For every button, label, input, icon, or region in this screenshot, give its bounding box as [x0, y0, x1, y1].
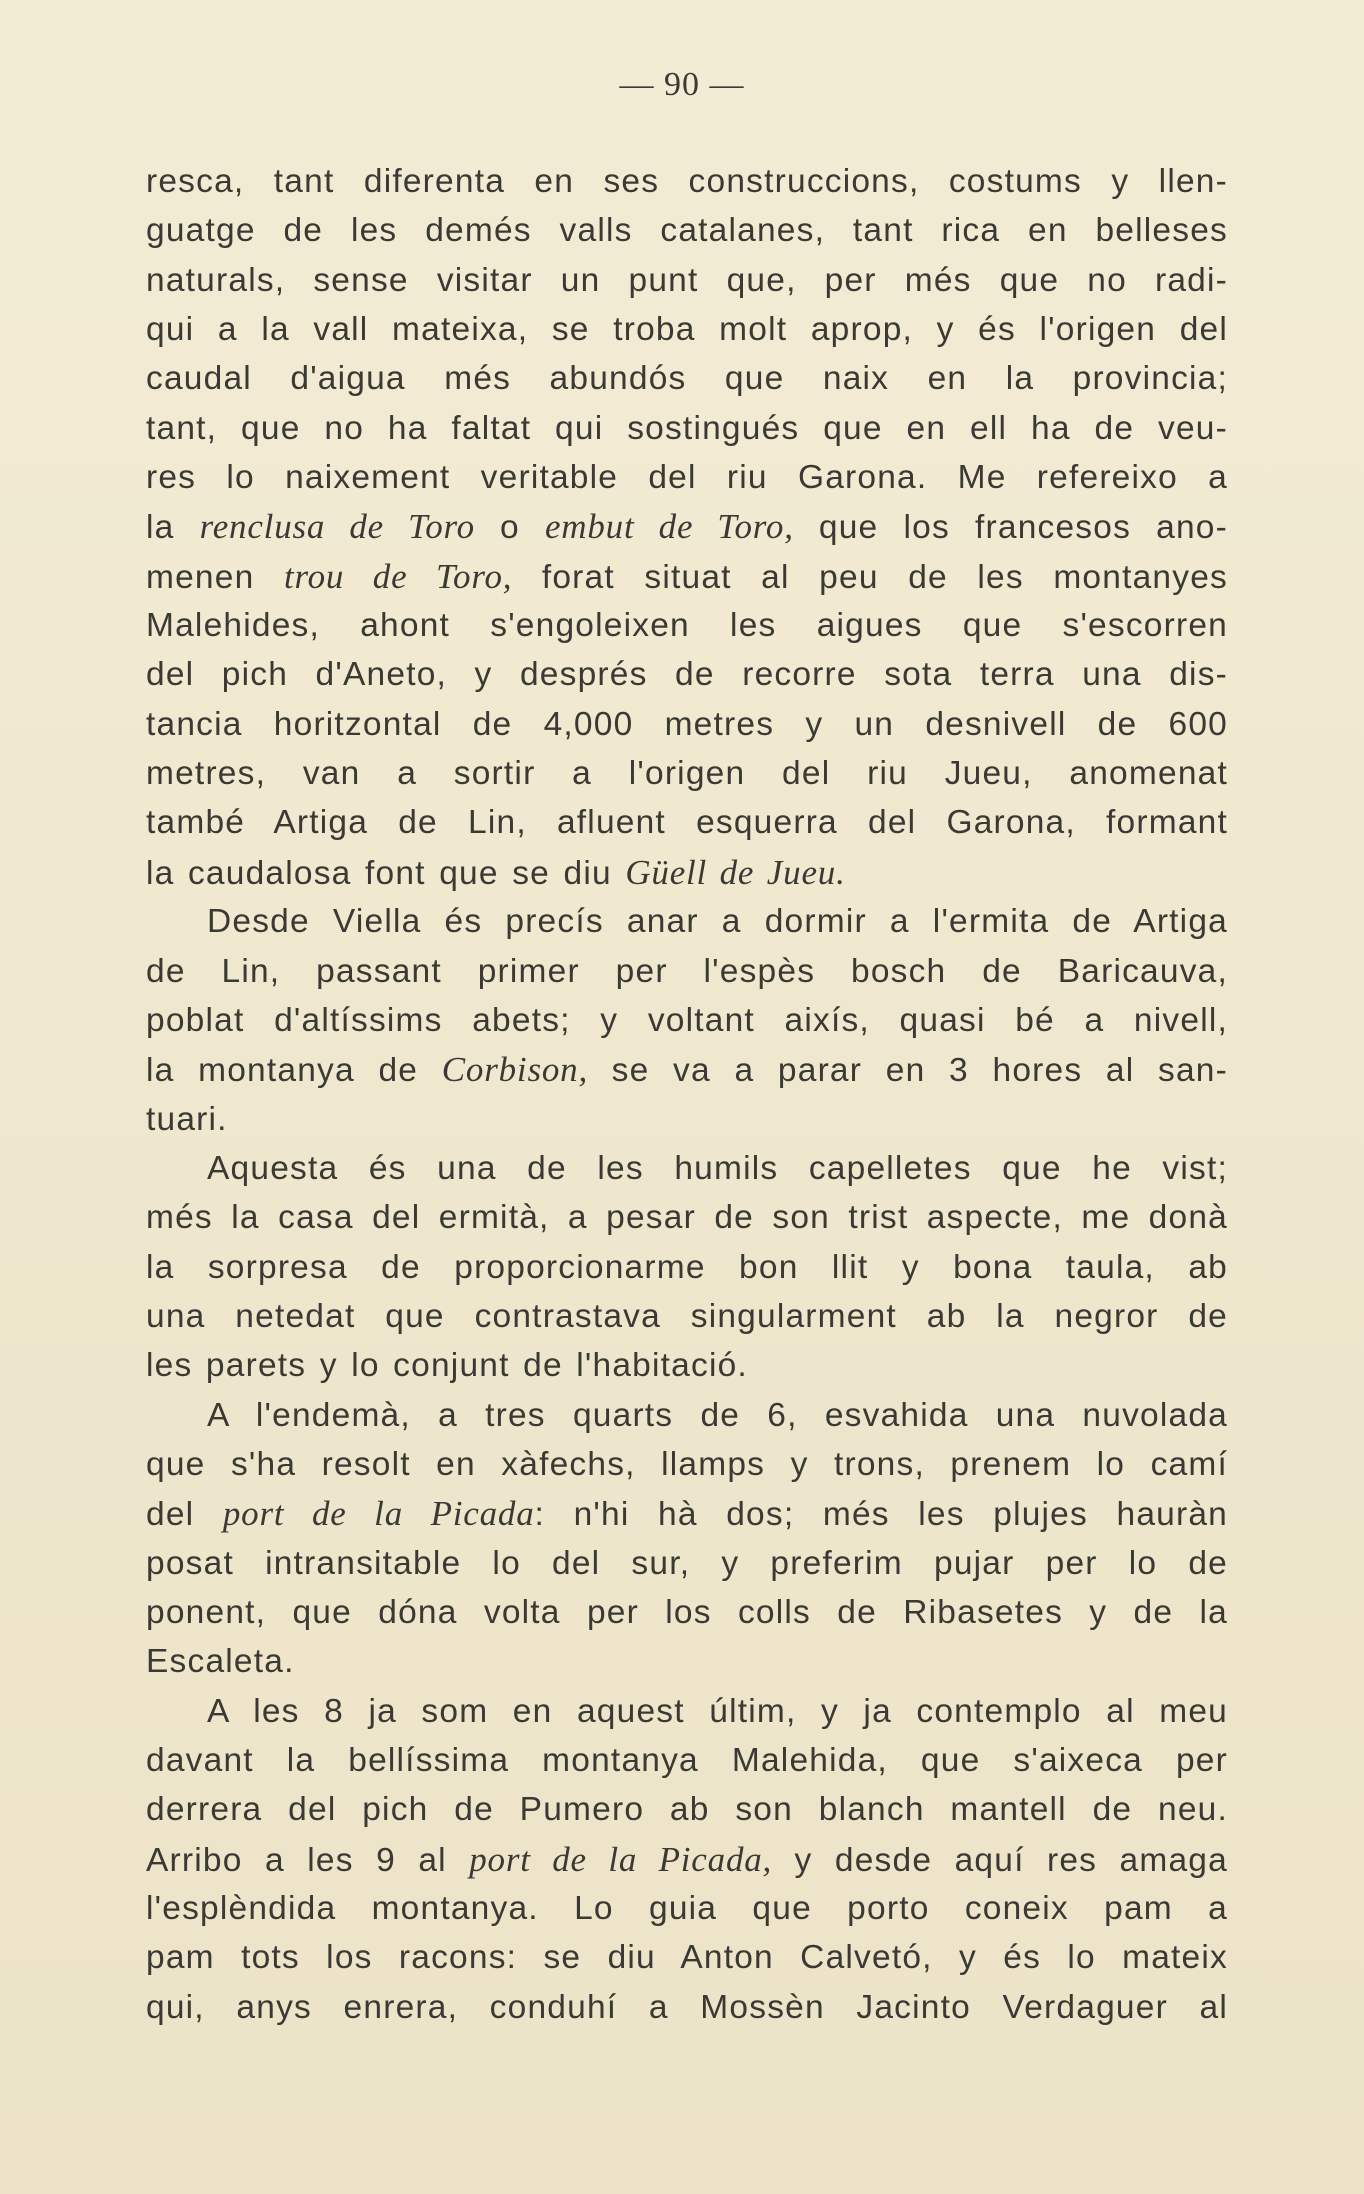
text-segment: la: [146, 509, 200, 547]
text-segment: : n'hi hà dos; més les plujes hauràn: [534, 1496, 1229, 1534]
text-line: [146, 947, 1228, 996]
text-segment: qui, anys enrera, conduhí a Mossèn Jacinto Verdaguer al: [146, 1988, 1228, 2026]
text-segment: posat intransitable lo del sur, y preferim pujar per lo de: [146, 1544, 1228, 1582]
text-segment: del pich d'Aneto, y després de recorre sota terra una dis-: [146, 656, 1228, 694]
text-segment: poblat d'altíssims abets; y voltant aixís, quasi bé a nivell,: [146, 1001, 1228, 1039]
page-body-text: [146, 157, 1228, 2032]
italic-text: port de la Picada: [222, 1494, 535, 1534]
text-line: [146, 1440, 1228, 1489]
text-segment: caudal d'aigua més abundós que naix en la provincia;: [146, 360, 1228, 398]
text-line: [146, 848, 1228, 897]
text-segment: forat situat al peu de les montanyes: [512, 558, 1228, 596]
text-line: [146, 256, 1228, 305]
text-segment: se va a parar en 3 hores al san-: [588, 1052, 1228, 1090]
text-segment: les parets y lo conjunt de l'habitació.: [146, 1347, 748, 1385]
text-line: [146, 1637, 1228, 1686]
text-segment: davant la bellíssima montanya Malehida, que s'aixeca per: [146, 1742, 1228, 1779]
text-segment: Arribo a les 9 al: [146, 1841, 470, 1879]
text-segment: tancia horitzontal de 4,000 metres y un desnivell de 600: [146, 705, 1228, 743]
text-line: [146, 1588, 1228, 1637]
text-line: [146, 1884, 1228, 1933]
text-line: [146, 798, 1228, 847]
text-segment: res lo naixement veritable del riu Garona. Me refereixo a: [146, 459, 1228, 497]
page-number: — 90 —: [619, 66, 745, 103]
text-line: [146, 1045, 1228, 1094]
text-line: [146, 897, 1228, 946]
text-segment: que s'ha resolt en xàfechs, llamps y trons, prenem lo camí: [146, 1445, 1228, 1483]
text-segment: de Lin, passant primer per l'espès bosch de Baricauva,: [146, 952, 1228, 990]
text-segment: del: [146, 1496, 223, 1534]
italic-text: embut de Toro,: [544, 507, 794, 547]
text-line: [146, 1835, 1228, 1884]
text-segment: y desde aquí res amaga: [772, 1841, 1228, 1879]
text-segment: qui a la vall mateixa, se troba molt aprop, y és l'origen del: [146, 311, 1228, 349]
text-segment: A les 8 ja som en aquest últim, y ja contemplo al meu: [207, 1692, 1228, 1730]
text-line: [146, 1144, 1228, 1193]
text-segment: més la casa del ermità, a pesar de son trist aspecte, me donà: [146, 1199, 1228, 1237]
text-line: [146, 1489, 1228, 1538]
italic-text: Güell de Jueu.: [625, 852, 846, 892]
text-segment: menen: [146, 558, 284, 596]
text-segment: resca, tant diferenta en ses construccions, costums y llen-: [146, 163, 1228, 200]
text-line: [146, 601, 1228, 650]
text-line: [146, 1095, 1228, 1144]
text-line: [146, 1341, 1228, 1390]
text-segment: la sorpresa de proporcionarme bon llit y bona taula, ab: [146, 1248, 1228, 1286]
text-line: [146, 502, 1228, 551]
text-line: [146, 1785, 1228, 1834]
text-line: [146, 354, 1228, 403]
text-segment: Aquesta és una de les humils capelletes que he vist;: [207, 1149, 1228, 1187]
italic-text: Corbison,: [441, 1050, 589, 1090]
text-line: [146, 1933, 1228, 1982]
text-line: [146, 157, 1228, 206]
text-line: [146, 749, 1228, 798]
text-segment: la montanya de: [146, 1052, 442, 1090]
text-line: [146, 1539, 1228, 1588]
text-segment: metres, van a sortir a l'origen del riu Jueu, anomenat: [146, 755, 1228, 793]
text-segment: l'esplèndida montanya. Lo guia que porto coneix pam a: [146, 1890, 1228, 1928]
text-segment: ponent, que dóna volta per los colls de Ribasetes y de la: [146, 1593, 1228, 1631]
text-line: [146, 1193, 1228, 1242]
text-segment: Desde Viella és precís anar a dormir a l'ermita de Artiga: [207, 903, 1228, 941]
text-segment: una netedat que contrastava singularment ab la negror de: [146, 1297, 1228, 1335]
text-segment: guatge de les demés valls catalanes, tant rica en belleses: [146, 212, 1228, 250]
italic-text: port de la Picada,: [469, 1839, 773, 1879]
text-line: [146, 1292, 1228, 1341]
text-line: [146, 1983, 1228, 2032]
italic-text: trou de Toro,: [283, 556, 513, 596]
text-line: [146, 650, 1228, 699]
text-line: [146, 1736, 1228, 1785]
text-line: [146, 206, 1228, 255]
text-segment: tuari.: [146, 1100, 228, 1138]
text-line: [146, 1243, 1228, 1292]
text-line: [146, 700, 1228, 749]
text-line: [146, 404, 1228, 453]
italic-text: renclusa de Toro: [199, 507, 475, 547]
text-segment: també Artiga de Lin, afluent esquerra del Garona, formant: [146, 804, 1228, 842]
text-segment: o: [474, 509, 545, 547]
text-segment: la caudalosa font que se diu: [146, 854, 626, 892]
text-segment: naturals, sense visitar un punt que, per més que no radi-: [146, 261, 1228, 299]
text-segment: derrera del pich de Pumero ab son blanch mantell de neu.: [146, 1791, 1228, 1829]
text-segment: que los francesos ano-: [793, 509, 1228, 547]
text-segment: pam tots los racons: se diu Anton Calvetó, y és lo mateix: [146, 1939, 1228, 1977]
text-line: [146, 1391, 1228, 1440]
text-line: [146, 552, 1228, 601]
text-segment: A l'endemà, a tres quarts de 6, esvahida una nuvolada: [207, 1396, 1228, 1434]
text-segment: Escaleta.: [146, 1643, 295, 1681]
text-line: [146, 453, 1228, 502]
text-line: [146, 1687, 1228, 1736]
text-line: [146, 996, 1228, 1045]
text-segment: tant, que no ha faltat qui sostingués que en ell ha de veu-: [146, 409, 1228, 447]
text-line: [146, 305, 1228, 354]
text-segment: Malehides, ahont s'engoleixen les aigues que s'escorren: [146, 607, 1228, 645]
